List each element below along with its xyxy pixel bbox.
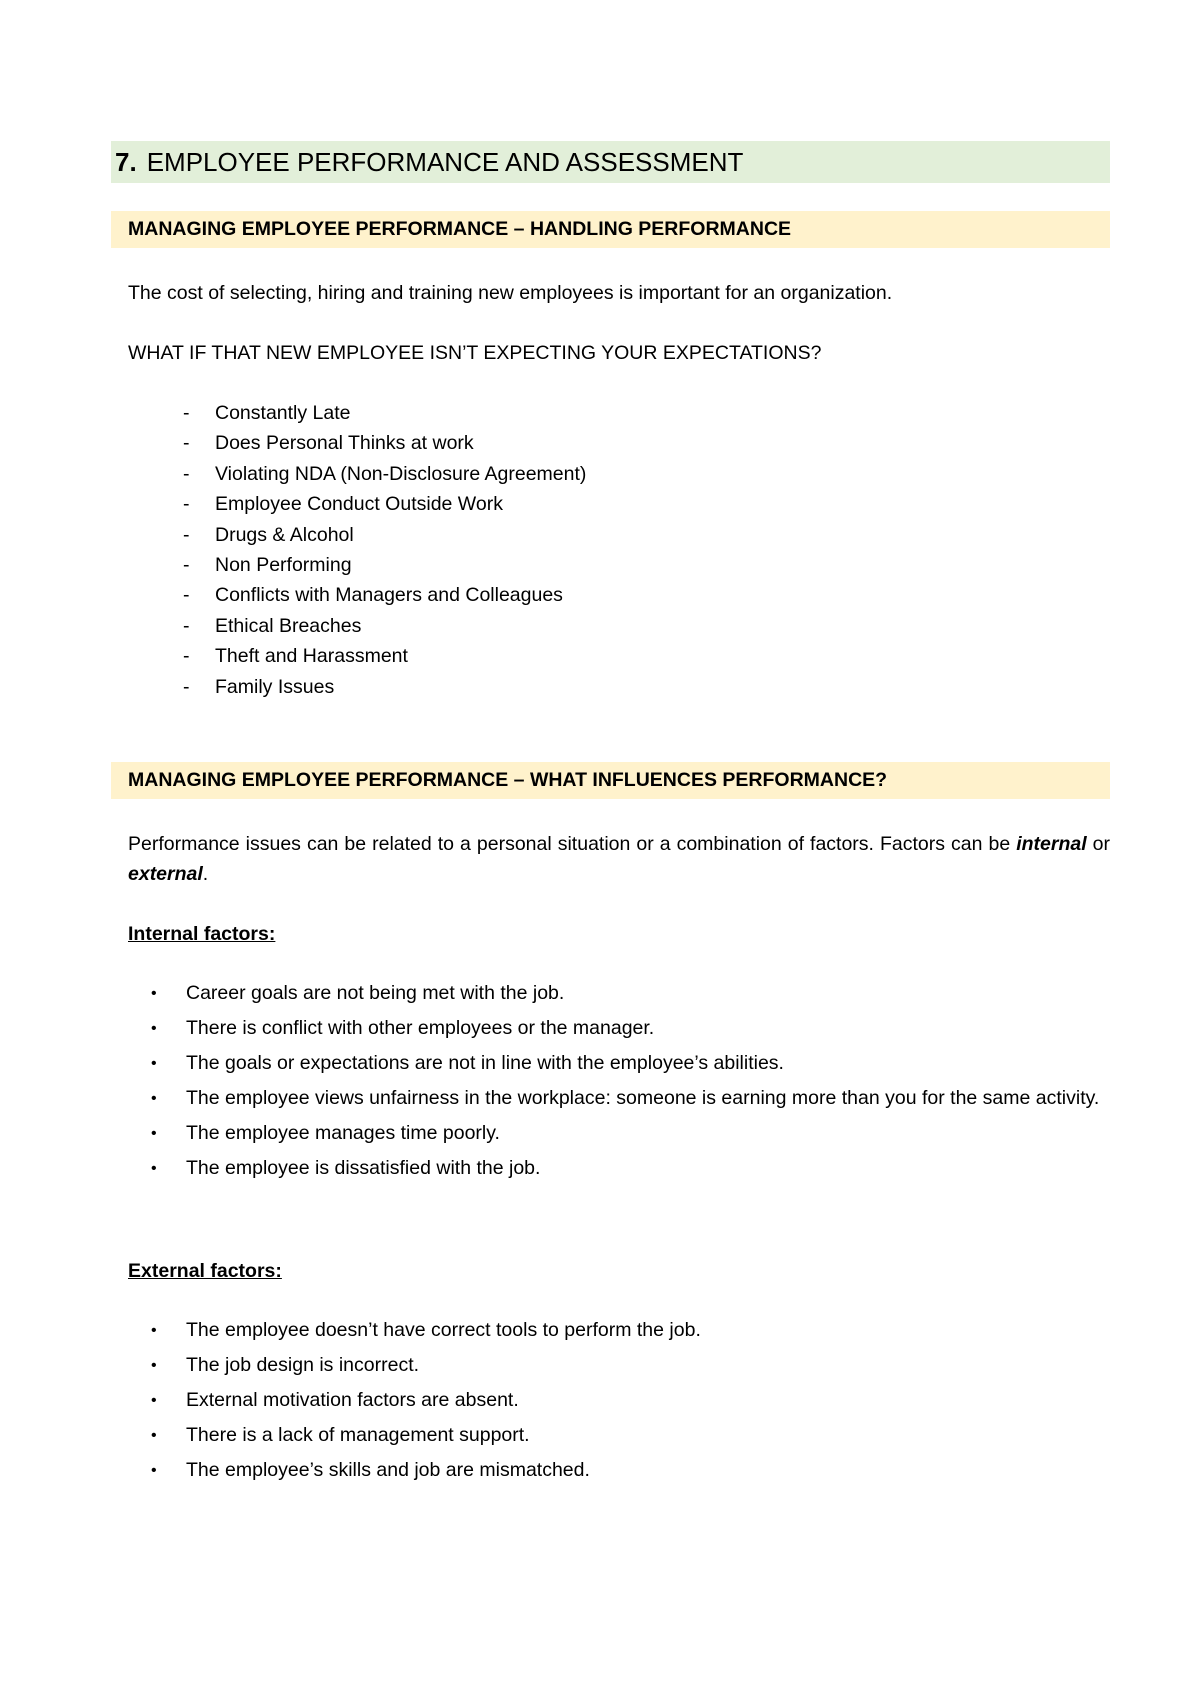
bullet-marker: • (151, 1020, 157, 1037)
dash-marker: - (183, 462, 190, 485)
internal-emphasis: internal (1016, 833, 1087, 855)
bullet-marker: • (151, 1462, 157, 1479)
list-item: • There is a lack of management support. (0, 1418, 1110, 1453)
internal-factors-heading: Internal factors: (128, 923, 276, 945)
internal-factors-list (0, 976, 1110, 1186)
list-item: - Ethical Breaches (0, 611, 586, 641)
external-factors-list (0, 1313, 1110, 1488)
list-item: - Constantly Late (0, 398, 586, 428)
bullet-marker: • (151, 1160, 157, 1177)
bullet-marker: • (151, 1090, 157, 1107)
chapter-title: EMPLOYEE PERFORMANCE AND ASSESSMENT (146, 147, 744, 177)
list-item: • The employee doesn’t have correct tools to perform the job. (0, 1313, 1110, 1348)
list-item: • The employee views unfairness in the workplace: someone is earning more than you for the same activity. (0, 1081, 1110, 1116)
list-item: • The job design is incorrect. (0, 1348, 1110, 1383)
bullet-marker: • (151, 1357, 157, 1374)
dash-marker: - (183, 523, 190, 546)
list-item: • External motivation factors are absent. (0, 1383, 1110, 1418)
list-item: • The employee’s skills and job are mismatched. (0, 1453, 1110, 1488)
external-factors-heading: External factors: (128, 1260, 282, 1282)
list-item: - Non Performing (0, 550, 586, 580)
bullet-marker: • (151, 1322, 157, 1339)
dash-marker: - (183, 432, 190, 455)
section-heading-handling-performance: MANAGING EMPLOYEE PERFORMANCE – HANDLING PERFORMANCE (111, 211, 1110, 248)
list-item: - Drugs & Alcohol (0, 520, 586, 550)
bullet-marker: • (151, 1055, 157, 1072)
expectations-question: WHAT IF THAT NEW EMPLOYEE ISN’T EXPECTING YOUR EXPECTATIONS? (128, 342, 822, 364)
bullet-marker: • (151, 1392, 157, 1409)
dash-marker: - (183, 675, 190, 698)
list-item: • There is conflict with other employees or the manager. (0, 1011, 1110, 1046)
list-item: - Theft and Harassment (0, 641, 586, 671)
list-item: • Career goals are not being met with the job. (0, 976, 1110, 1011)
dash-marker: - (183, 645, 190, 668)
performance-issues-list (0, 398, 586, 702)
bullet-marker: • (151, 1125, 157, 1142)
list-item: - Does Personal Thinks at work (0, 428, 586, 458)
chapter-heading (111, 141, 1110, 183)
dash-marker: - (183, 614, 190, 637)
list-item: - Violating NDA (Non-Disclosure Agreement) (0, 459, 586, 489)
factors-paragraph: Performance issues can be related to a personal situation or a combination of factors. Factors can be internal or external. (128, 833, 1110, 885)
cost-paragraph: The cost of selecting, hiring and training new employees is important for an organization. (128, 282, 893, 304)
list-item: • The goals or expectations are not in line with the employee’s abilities. (0, 1046, 1110, 1081)
external-emphasis: external (128, 863, 203, 885)
list-item: • The employee is dissatisfied with the job. (0, 1151, 1110, 1186)
dash-marker: - (183, 402, 190, 424)
list-item: - Conflicts with Managers and Colleagues (0, 580, 586, 610)
bullet-marker: • (151, 1427, 157, 1444)
bullet-marker: • (151, 985, 157, 1002)
dash-marker: - (183, 493, 190, 516)
dash-marker: - (183, 553, 190, 576)
dash-marker: - (183, 584, 190, 607)
section-heading-influences-performance: MANAGING EMPLOYEE PERFORMANCE – WHAT INFLUENCES PERFORMANCE? (111, 762, 1110, 799)
list-item: • The employee manages time poorly. (0, 1116, 1110, 1151)
chapter-number: 7. (115, 147, 137, 177)
list-item: - Family Issues (0, 672, 586, 702)
list-item: - Employee Conduct Outside Work (0, 489, 586, 519)
